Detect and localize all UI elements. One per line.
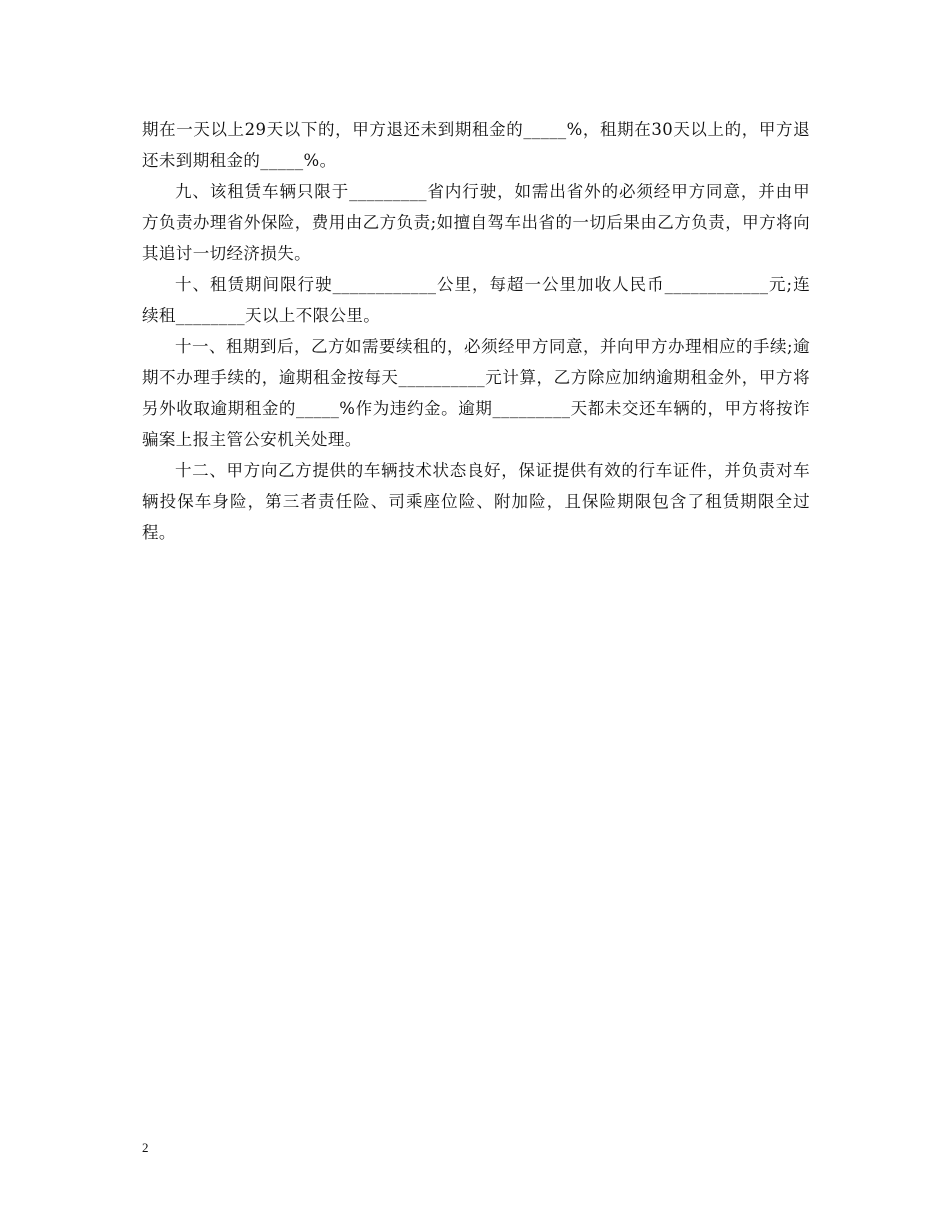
document-body <box>142 114 810 548</box>
paragraph-clause-8-continued: 期在一天以上29天以下的，甲方退还未到期租金的_____%，租期在30天以上的，甲方退还未到期租金的_____%。 <box>142 120 810 170</box>
paragraph-clause-9: 九、该租赁车辆只限于_________省内行驶，如需出省外的必须经甲方同意，并由甲方负责办理省外保险，费用由乙方负责;如擅自驾车出省的一切后果由乙方负责，甲方将向其追讨一切经济损失。 <box>142 182 810 263</box>
paragraph-clause-11: 十一、租期到后，乙方如需要续租的，必须经甲方同意，并向甲方办理相应的手续;逾期不办理手续的，逾期租金按每天__________元计算，乙方除应加纳逾期租金外，甲方将另外收取逾期租金的_____%作为违约金。逾期_________天都未交还车辆的，甲方将按诈骗案上报主管公安机关处理。 <box>142 337 810 449</box>
paragraph-clause-10: 十、租赁期间限行驶____________公里，每超一公里加收人民币____________元;连续租________天以上不限公里。 <box>142 275 810 325</box>
paragraph-clause-12: 十二、甲方向乙方提供的车辆技术状态良好，保证提供有效的行车证件，并负责对车辆投保车身险，第三者责任险、司乘座位险、附加险，且保险期限包含了租赁期限全过程。 <box>142 461 810 542</box>
page-number: 2 <box>142 1140 149 1155</box>
